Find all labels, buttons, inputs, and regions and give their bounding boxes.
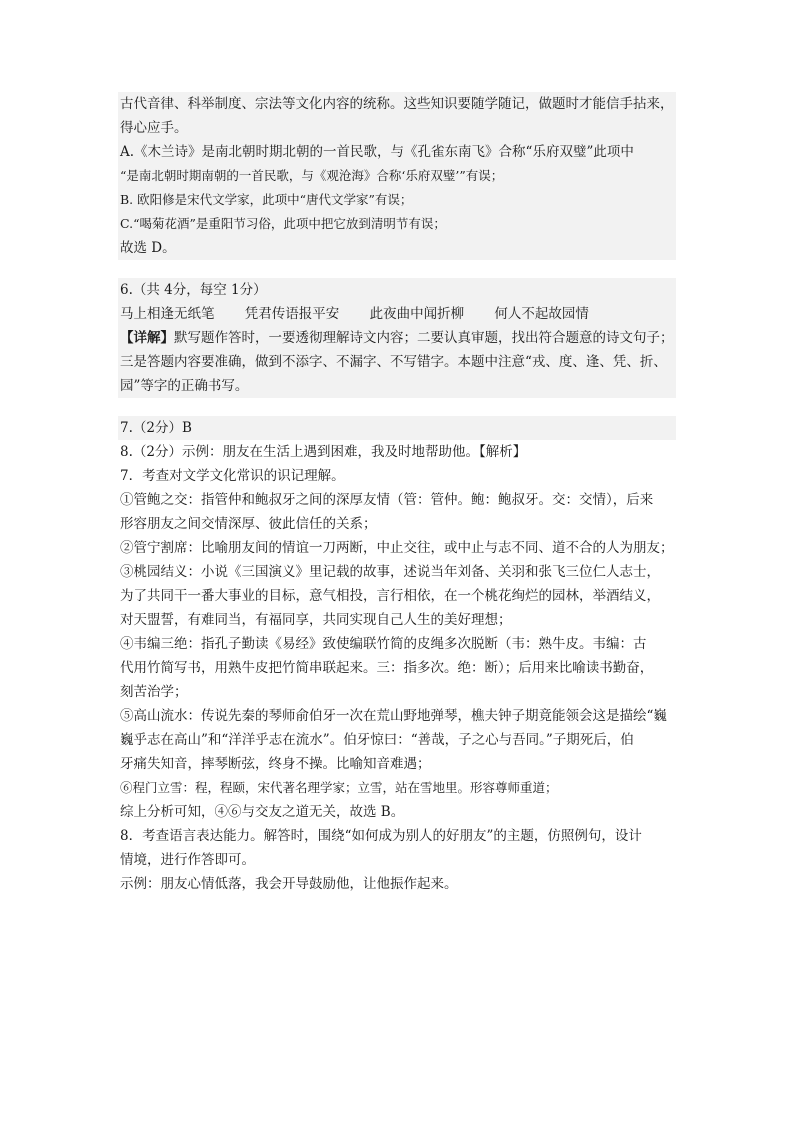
text-line: ①管鲍之交：指管仲和鲍叔牙之间的深厚友情（管：管仲。鲍：鲍叔牙。交：交情），后来 [120,492,654,508]
answer-3: 此夜曲中闻折柳 [369,306,465,322]
text-line: 示例：朋友心情低落，我会开导鼓励他，让他振作起来。 [120,876,458,892]
detail-line: 园”等字的正确书写。 [120,378,249,394]
text-line: 刻苦治学； [120,684,188,700]
text-line: 综上分析可知，④⑥与交友之道无关，故选 B。 [120,804,405,820]
text-line: ⑤高山流水：传说先秦的琴师俞伯牙一次在荒山野地弹琴，樵夫钟子期竟能领会这是描绘“巍 [120,708,667,724]
text-line: B. 欧阳修是宋代文学家，此项中“唐代文学家”有误； [120,192,413,207]
explanation-block-5 [118,92,676,260]
detail-text: 默写题作答时，一要透彻理解诗文内容；二要认真审题，找出符合题意的诗文句子； [174,330,674,346]
text-line: 情境，进行作答即可。 [120,852,255,868]
text-line: 巍乎志在高山”和“洋洋乎志在流水”。伯牙惊曰：“善哉，子之心与吾同。”子期死后，伯 [120,732,634,748]
text-line: 古代音律、科举制度、宗法等文化内容的统称。这些知识要随学随记，做题时才能信手拈来， [120,96,674,112]
text-line: 牙痛失知音，摔琴断弦，终身不操。比喻知音难遇； [120,756,431,772]
text-line: 代用竹简写书，用熟牛皮把竹简串联起来。三：指多次。绝：断）；后用来比喻读书勤奋， [120,660,654,676]
detail-line [118,326,676,350]
question-6-block [118,278,676,398]
detail-line: 三是答题内容要准确，做到不添字、不漏字、不写错字。本题中注意“戎、度、逢、凭、折、 [120,354,667,370]
text-line: ③桃园结义：小说《三国演义》里记载的故事，述说当年刘备、关羽和张飞三位仁人志士， [120,564,660,580]
text-line: ②管宁割席：比喻朋友间的情谊一刀两断，中止交往，或中止与志不同、道不合的人为朋友； [120,540,674,556]
text-line: 8．考查语言表达能力。解答时，围绕“如何成为别人的好朋友”的主题，仿照例句，设计 [120,828,642,844]
question-7-block [118,416,676,440]
text-line: ⑥程门立雪：程，程颐，宋代著名理学家；立雪，站在雪地里。形容尊师重道； [120,780,558,795]
question-6-answers [118,302,676,326]
text-line: C.“喝菊花酒”是重阳节习俗，此项中把它放到清明节有误； [120,216,446,231]
text-line: “是南北朝时期南朝的一首民歌，与《观沧海》合称‘乐府双璧’”有误； [120,168,504,183]
text-line: 8.（2分）示例：朋友在生活上遇到困难，我及时地帮助他。【解析】 [120,444,527,460]
detail-tag: 【详解】 [120,330,174,346]
text-line: 得心应手。 [120,120,188,136]
analysis-body [118,440,676,896]
text-line: ④韦编三绝：指孔子勤读《易经》致使编联竹简的皮绳多次脱断（韦：熟牛皮。韦编：古 [120,636,647,652]
text-line: 7．考查对文学文化常识的识记理解。 [120,468,345,484]
text-line: 为了共同干一番大事业的目标，意气相投，言行相依，在一个桃花绚烂的园林，举酒结义， [120,588,660,604]
text-line: 故选 D。 [120,240,176,256]
answer-2: 凭君传语报平安 [244,306,340,322]
answer-4: 何人不起故园情 [494,306,589,322]
question-6-header: 6.（共 4分，每空 1分） [120,282,267,298]
text-line: 对天盟誓，有难同当，有福同享，共同实现自己人生的美好理想； [120,612,512,628]
text-line: 形容朋友之间交情深厚、彼此信任的关系； [120,516,377,532]
answer-1: 马上相逢无纸笔 [120,306,215,322]
question-7-header: 7.（2分）B [120,420,192,436]
document-page [118,92,676,896]
text-line: A.《木兰诗》是南北朝时期北朝的一首民歌，与《孔雀东南飞》合称“乐府双璧”此项中 [120,144,634,160]
